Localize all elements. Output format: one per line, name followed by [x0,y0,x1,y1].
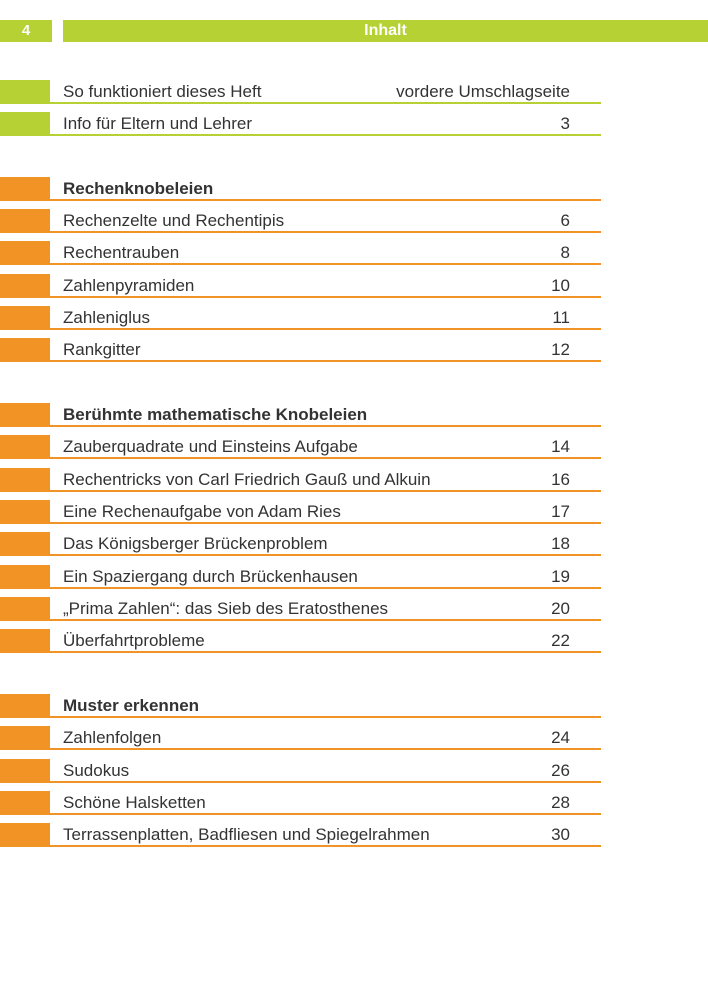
entry-underline [50,781,601,783]
toc-entry[interactable] [0,759,708,783]
toc-entry[interactable] [0,306,708,330]
toc-entry[interactable] [0,80,708,104]
entry-page: 3 [560,114,570,133]
entry-marker [0,597,50,621]
toc-entry[interactable] [0,726,708,750]
entry-title: Terrassenplatten, Badfliesen und Spiegelrahmen [63,825,430,844]
entry-marker [0,112,50,136]
entry-title: Rechentrauben [63,243,180,262]
entry-marker [0,306,50,330]
entry-title: Zauberquadrate und Einsteins Aufgabe [63,437,358,456]
toc-entry[interactable] [0,629,708,653]
entry-marker [0,468,50,492]
entry-page: 8 [560,243,570,262]
entry-page: 14 [551,437,570,456]
entry-page: 18 [551,534,570,553]
entry-page: 28 [551,793,570,812]
entry-page: vordere Umschlagseite [396,82,570,101]
entry-page: 22 [551,631,570,650]
entry-title: Zahlenfolgen [63,728,162,747]
toc-entry[interactable] [0,565,708,589]
section-heading[interactable] [0,403,708,427]
entry-marker [0,823,50,847]
entry-page: 19 [551,567,570,586]
entry-page: 30 [551,825,570,844]
section-title: Rechenknobeleien [63,179,214,198]
toc-entry[interactable] [0,338,708,362]
entry-marker [0,274,50,298]
entry-marker [0,241,50,265]
entry-page: 12 [551,340,570,359]
section-marker [0,694,50,718]
entry-title: Das Königsberger Brückenproblem [63,534,328,553]
toc-entry[interactable] [0,823,708,847]
toc-entry[interactable] [0,532,708,556]
entry-page: 16 [551,470,570,489]
page-number: 4 [0,20,52,42]
entry-marker [0,759,50,783]
entry-marker [0,500,50,524]
entry-page: 26 [551,761,570,780]
entry-marker [0,629,50,653]
toc-entry[interactable] [0,468,708,492]
toc-entry[interactable] [0,112,708,136]
entry-title: Zahleniglus [63,308,150,327]
page-title: Inhalt [63,20,708,42]
entry-title: Rankgitter [63,340,141,359]
section-title: Muster erkennen [63,696,200,715]
toc-entry[interactable] [0,500,708,524]
entry-page: 6 [560,211,570,230]
section-marker [0,403,50,427]
entry-page: 17 [551,502,570,521]
entry-marker [0,565,50,589]
entry-title: Eine Rechenaufgabe von Adam Ries [63,502,341,521]
entry-page: 11 [552,308,570,327]
toc-entry[interactable] [0,435,708,459]
entry-marker [0,791,50,815]
entry-marker [0,435,50,459]
entry-title: Rechenzelte und Rechentipis [63,211,285,230]
entry-title: „Prima Zahlen“: das Sieb des Eratosthenes [63,599,389,618]
entry-page: 20 [551,599,570,618]
section-heading[interactable] [0,177,708,201]
toc-entry[interactable] [0,241,708,265]
entry-title: Zahlenpyramiden [63,276,195,295]
entry-title: So funktioniert dieses Heft [63,82,262,101]
entry-title: Überfahrtprobleme [63,631,205,650]
entry-page: 24 [551,728,570,747]
entry-title: Info für Eltern und Lehrer [63,114,253,133]
entry-title: Rechentricks von Carl Friedrich Gauß und Alkuin [63,470,431,489]
section-marker [0,177,50,201]
toc-entry[interactable] [0,597,708,621]
entry-marker [0,532,50,556]
entry-page: 10 [551,276,570,295]
entry-marker [0,726,50,750]
toc-entry[interactable] [0,274,708,298]
toc-entry[interactable] [0,791,708,815]
entry-title: Sudokus [63,761,130,780]
entry-marker [0,338,50,362]
toc-entry[interactable] [0,209,708,233]
section-heading[interactable] [0,694,708,718]
section-title: Berühmte mathematische Knobeleien [63,405,368,424]
entry-marker [0,209,50,233]
entry-title: Ein Spaziergang durch Brückenhausen [63,567,358,586]
entry-marker [0,80,50,104]
entry-title: Schöne Halsketten [63,793,206,812]
